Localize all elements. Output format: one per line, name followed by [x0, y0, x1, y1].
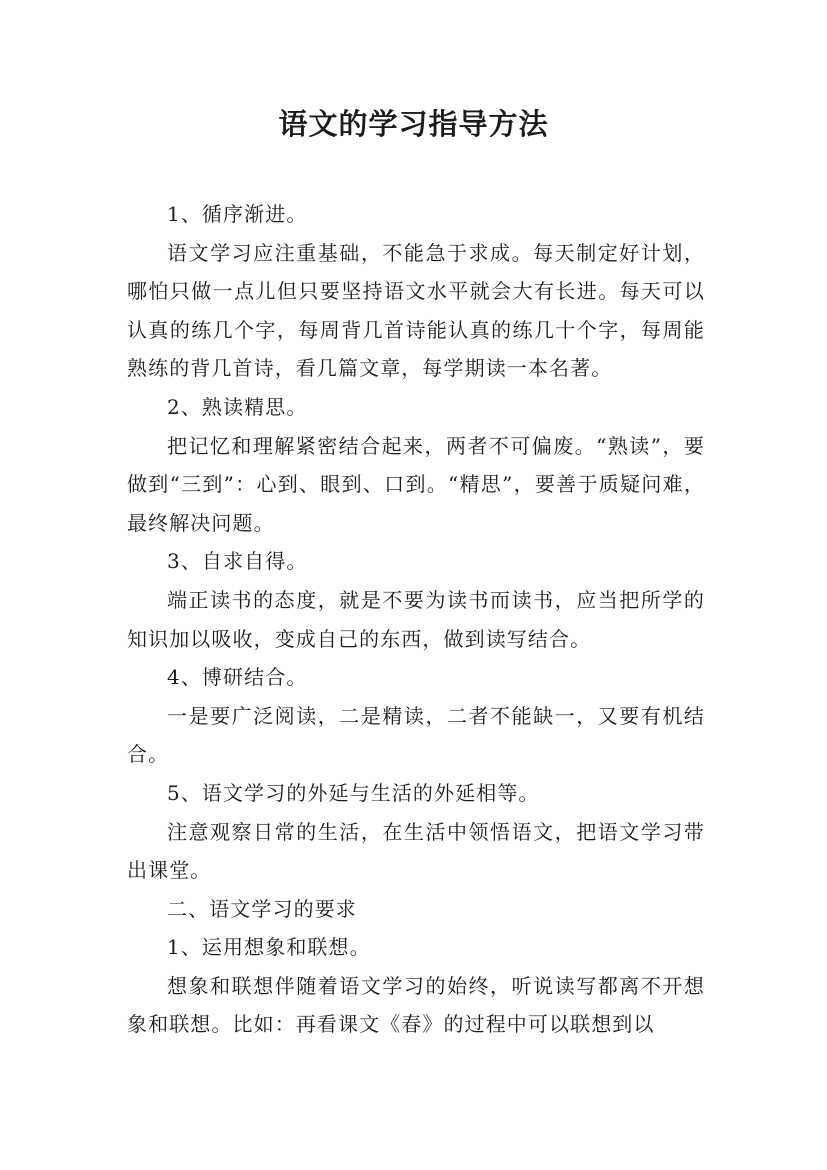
- section-heading: 2、熟读精思。: [167, 394, 308, 419]
- paragraph: 语文学习应注重基础，不能急于求成。每天制定好计划，哪怕只做一点儿但只要坚持语文水平就会大有长进。每天可以认真的练几个字，每周背几首诗能认真的练几十个字，每周能熟练的背几首诗，看几篇文章，每学期读一本名著。: [127, 240, 705, 381]
- paragraph: 想象和联想伴随着语文学习的始终，听说读写都离不开想象和联想。比如：再看课文《春》的过程中可以联想到以: [127, 973, 705, 1037]
- paragraph: 一是要广泛阅读，二是精读，二者不能缺一，又要有机结合。: [127, 703, 705, 767]
- paragraph: 把记忆和理解紧密结合起来，两者不可偏废。“熟读”，要做到“三到”：心到、眼到、口到。“精思”，要善于质疑问难，最终解决问题。: [127, 433, 705, 535]
- section-heading: 3、自求自得。: [167, 549, 308, 574]
- section-heading: 1、循序渐进。: [167, 202, 308, 226]
- section-heading: 1、运用想象和联想。: [167, 935, 371, 960]
- paragraph: 端正读书的态度，就是不要为读书而读书，应当把所学的知识加以吸收，变成自己的东西，做到读写结合。: [127, 587, 705, 651]
- paragraph: 注意观察日常的生活，在生活中领悟语文，把语文学习带出课堂。: [127, 819, 705, 883]
- section-heading: 4、博研结合。: [167, 665, 308, 690]
- chapter-heading: 二、语文学习的要求: [167, 896, 357, 921]
- section-heading: 5、语文学习的外延与生活的外延相等。: [167, 780, 540, 805]
- page-title: 语文的学习指导方法: [278, 107, 549, 141]
- document-body: [127, 195, 705, 1044]
